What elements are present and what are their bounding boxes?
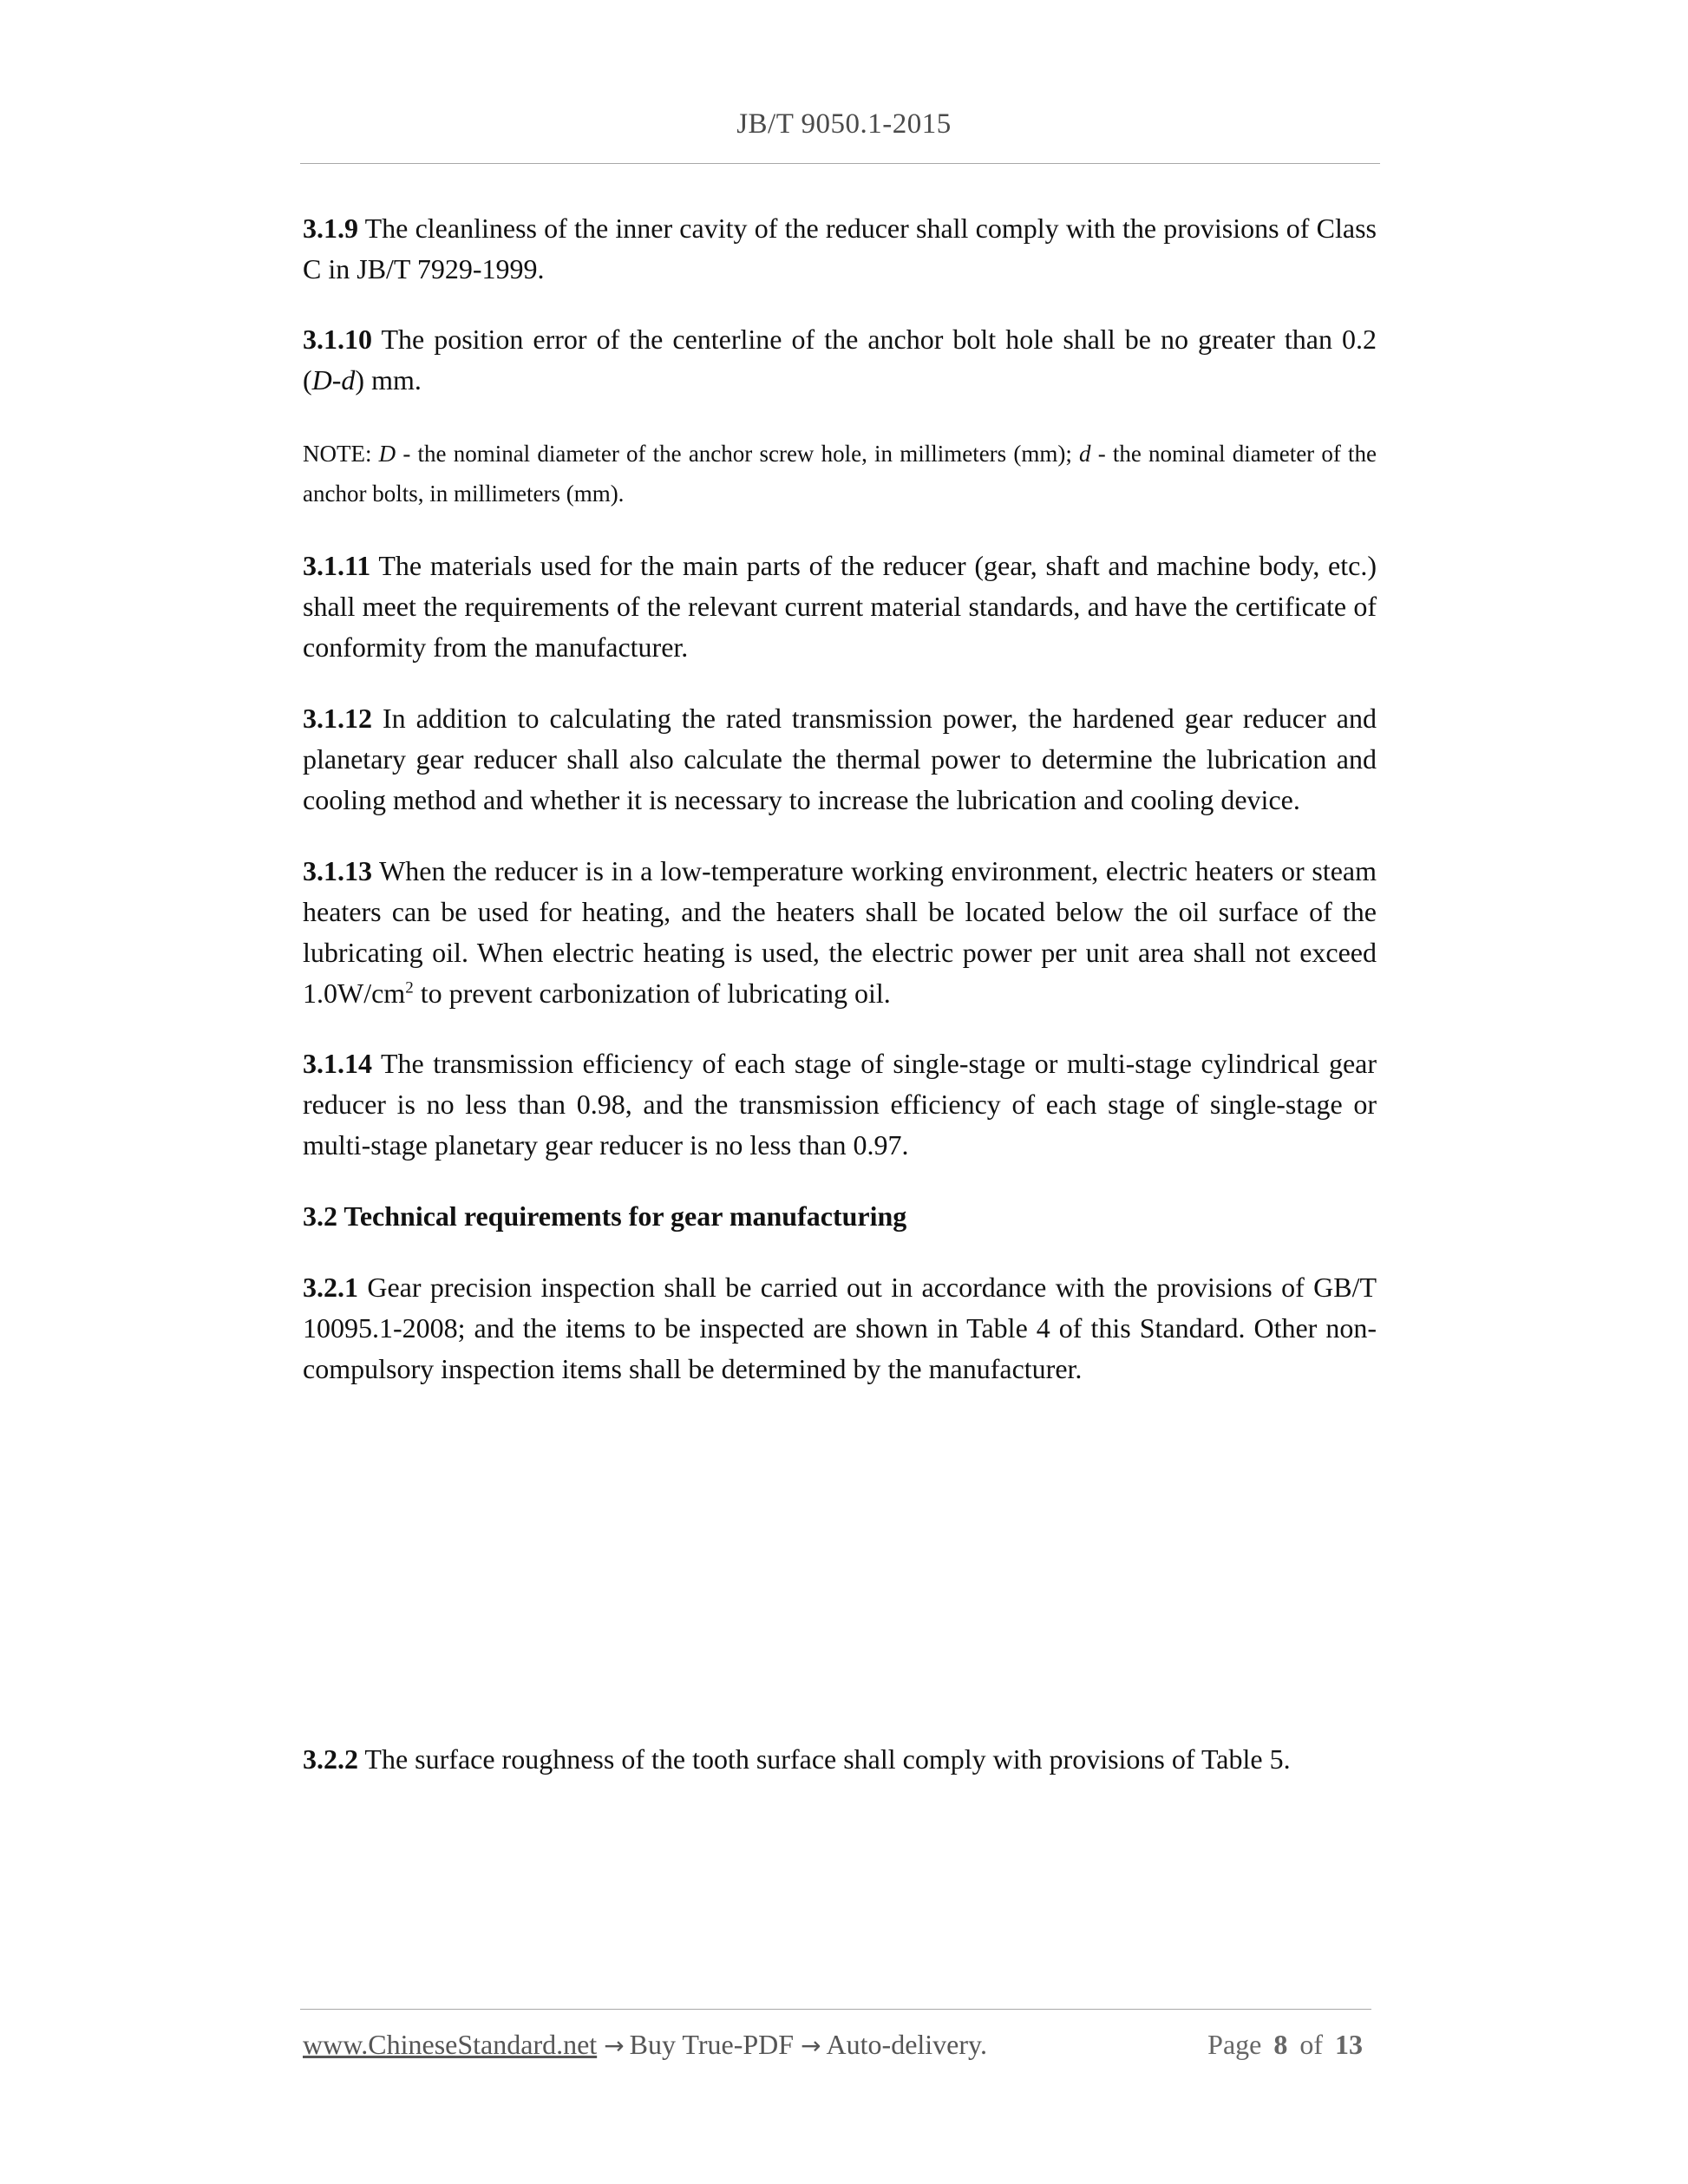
clause-text: The surface roughness of the tooth surface shall comply with provisions of Table 5. xyxy=(358,1743,1291,1775)
of-label: of xyxy=(1299,2029,1323,2060)
clause-text: When the reducer is in a low-temperature working environment, electric heaters or steam heaters can be used for heating, and the heaters shall be located below the oil surface of the lubricating oil. When electric heating is used, the electric power per unit area shall not exceed 1.0W/cm xyxy=(303,855,1377,1009)
clause-3-2-2 xyxy=(303,1739,1377,1780)
buy-text: Buy True-PDF xyxy=(629,2029,795,2060)
clause-number: 3.1.14 xyxy=(303,1048,372,1079)
clause-text: The materials used for the main parts of the reducer (gear, shaft and machine body, etc.) shall meet the requirements of the relevant current material standards, and have the certificate of conformity from the manufacturer. xyxy=(303,550,1377,663)
clause-3-2-1 xyxy=(303,1267,1377,1390)
dash-text: - xyxy=(331,364,342,396)
note-lead: NOTE: xyxy=(303,441,379,467)
website-link[interactable]: www.ChineseStandard.net xyxy=(303,2029,598,2060)
current-page-number: 8 xyxy=(1273,2029,1288,2060)
clause-number: 3.1.12 xyxy=(303,703,372,734)
clause-number: 3.1.9 xyxy=(303,213,358,244)
clause-text: Gear precision inspection shall be carried out in accordance with the provisions of GB/T 10095.1-2008; and the items to be inspected are shown in Table 4 of this Standard. Other non-compulsory inspection items shall be determined by the manufacturer. xyxy=(303,1272,1377,1384)
superscript: 2 xyxy=(405,978,414,997)
clause-number: 3.1.10 xyxy=(303,324,372,355)
clause-3-1-10 xyxy=(303,319,1377,401)
footer-divider xyxy=(300,2009,1371,2010)
note-text-end: - the nominal diameter of the anchor bolts, in millimeters (mm). xyxy=(303,441,1377,507)
clause-number: 3.1.11 xyxy=(303,550,371,581)
page-indicator xyxy=(1202,2029,1363,2061)
variable-d: d xyxy=(1079,441,1091,467)
document-id-header: JB/T 9050.1-2015 xyxy=(736,108,952,140)
clause-3-1-9 xyxy=(303,208,1377,290)
clause-3-1-13 xyxy=(303,851,1377,1014)
section-heading-3-2: 3.2 Technical requirements for gear manufacturing xyxy=(303,1200,907,1232)
clause-text: In addition to calculating the rated transmission power, the hardened gear reducer and planetary gear reducer shall also calculate the thermal power to determine the lubrication and cooling method and whether it is necessary to increase the lubrication and cooling device. xyxy=(303,703,1377,815)
total-page-number: 13 xyxy=(1335,2029,1363,2060)
note-text: - the nominal diameter of the anchor screw hole, in millimeters (mm); xyxy=(396,441,1080,467)
page-body xyxy=(303,0,1377,2184)
variable-D: D xyxy=(311,364,332,396)
clause-3-1-12 xyxy=(303,698,1377,821)
clause-text: The transmission efficiency of each stage of single-stage or multi-stage cylindrical gear reducer is no less than 0.98, and the transmission efficiency of each stage of single-stage or multi-stage planetary gear reducer is no less than 0.97. xyxy=(303,1048,1377,1161)
clause-number: 3.1.13 xyxy=(303,855,372,886)
clause-3-1-11 xyxy=(303,546,1377,668)
page-label: Page xyxy=(1207,2029,1262,2060)
clause-text-end: ) mm. xyxy=(355,364,422,396)
clause-text-end: to prevent carbonization of lubricating oil. xyxy=(413,978,891,1009)
right-arrow-icon: → xyxy=(801,2031,821,2060)
clause-3-1-14 xyxy=(303,1043,1377,1166)
clause-number: 3.2.1 xyxy=(303,1272,358,1303)
delivery-text: Auto-delivery. xyxy=(826,2029,987,2060)
note-paragraph xyxy=(303,434,1377,513)
variable-d: d xyxy=(341,364,356,396)
variable-D: D xyxy=(378,441,396,467)
clause-number: 3.2.2 xyxy=(303,1743,358,1775)
footer-promo xyxy=(303,2029,987,2061)
clause-text: The position error of the centerline of the anchor bolt hole shall be no greater than 0.2 ( xyxy=(303,324,1377,396)
clause-text: The cleanliness of the inner cavity of the reducer shall comply with the provisions of Class C in JB/T 7929-1999. xyxy=(303,213,1377,284)
right-arrow-icon: → xyxy=(604,2031,625,2060)
